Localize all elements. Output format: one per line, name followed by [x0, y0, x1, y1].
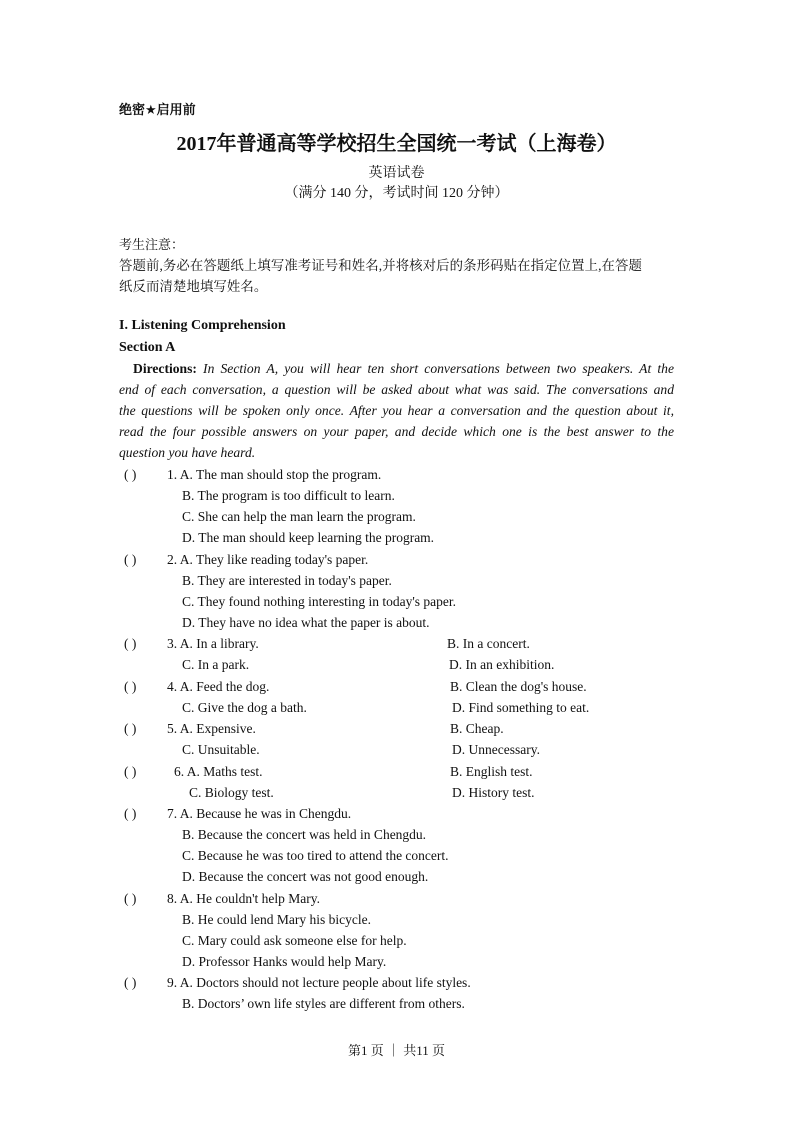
- directions-text: In Section A, you will hear ten short conversations between two speakers. At the: [196, 361, 674, 376]
- answer-blank: ( ): [124, 806, 137, 821]
- option-c: C. Biology test.: [189, 785, 274, 800]
- option-b: B. Doctors’ own life styles are different from others.: [182, 996, 465, 1011]
- option-d: D. Professor Hanks would help Mary.: [182, 954, 387, 969]
- answer-blank: ( ): [124, 467, 137, 482]
- answer-blank: ( ): [124, 636, 137, 651]
- option-c: C. Unsuitable.: [182, 742, 260, 757]
- option-d: D. Unnecessary.: [452, 742, 540, 757]
- option-d: D. Because the concert was not good enough.: [182, 869, 429, 884]
- option-d: D. Find something to eat.: [452, 700, 590, 715]
- section-subtitle: Section A: [119, 340, 176, 355]
- directions-line: the questions will be spoken only once. After you hear a conversation and the question about it,: [119, 403, 674, 418]
- directions-line: question you have heard.: [119, 445, 256, 460]
- option-a: 9. A. Doctors should not lecture people about life styles.: [167, 975, 471, 990]
- option-b: B. Because the concert was held in Chengdu.: [182, 827, 427, 842]
- answer-blank: ( ): [124, 891, 137, 906]
- answer-blank: ( ): [124, 552, 137, 567]
- option-d: D. In an exhibition.: [449, 657, 555, 672]
- option-c: C. Because he was too tired to attend the concert.: [182, 848, 449, 863]
- section-title: I. Listening Comprehension: [119, 318, 286, 333]
- directions-label: Directions:: [133, 361, 197, 376]
- directions-line: [133, 361, 674, 377]
- directions-line: end of each conversation, a question will be asked about what was said. The conversations and: [119, 382, 674, 397]
- option-b: B. The program is too difficult to learn.: [182, 488, 395, 503]
- notice-line: 纸反而清楚地填写姓名。: [119, 279, 268, 294]
- option-b: B. In a concert.: [447, 636, 530, 651]
- option-c: C. In a park.: [182, 657, 250, 672]
- option-a: 6. A. Maths test.: [174, 764, 263, 779]
- answer-blank: ( ): [124, 679, 137, 694]
- option-a: 2. A. They like reading today's paper.: [167, 552, 369, 567]
- option-a: 8. A. He couldn't help Mary.: [167, 891, 321, 906]
- exam-title: 2017年普通高等学校招生全国统一考试（上海卷）: [176, 133, 617, 155]
- option-d: D. History test.: [452, 785, 535, 800]
- page-footer: 第1 页 ｜ 共11 页: [347, 1043, 446, 1058]
- notice-line: 答题前,务必在答题纸上填写准考证号和姓名,并将核对后的条形码贴在指定位置上,在答题: [119, 258, 642, 273]
- option-a: 4. A. Feed the dog.: [167, 679, 270, 694]
- score-and-time: （满分 140 分，考试时间 120 分钟）: [284, 186, 509, 201]
- option-a: 7. A. Because he was in Chengdu.: [167, 806, 352, 821]
- option-c: C. Mary could ask someone else for help.: [182, 933, 407, 948]
- option-c: C. She can help the man learn the program.: [182, 509, 416, 524]
- option-d: D. The man should keep learning the program.: [182, 530, 435, 545]
- directions-line: read the four possible answers on your paper, and decide which one is the best answer to the: [119, 424, 674, 439]
- option-b: B. Cheap.: [450, 721, 504, 736]
- option-d: D. They have no idea what the paper is about.: [182, 615, 430, 630]
- option-b: B. They are interested in today's paper.: [182, 573, 392, 588]
- answer-blank: ( ): [124, 975, 137, 990]
- option-a: 5. A. Expensive.: [167, 721, 256, 736]
- answer-blank: ( ): [124, 721, 137, 736]
- option-a: 1. A. The man should stop the program.: [167, 467, 382, 482]
- option-c: C. Give the dog a bath.: [182, 700, 307, 715]
- option-a: 3. A. In a library.: [167, 636, 259, 651]
- option-b: B. English test.: [450, 764, 533, 779]
- exam-subtitle: 英语试卷: [368, 166, 425, 181]
- answer-blank: ( ): [124, 764, 137, 779]
- option-b: B. Clean the dog's house.: [450, 679, 587, 694]
- notice-label: 考生注意：: [119, 237, 185, 252]
- option-c: C. They found nothing interesting in today's paper.: [182, 594, 457, 609]
- confidential-label: 绝密★启用前: [119, 103, 196, 118]
- option-b: B. He could lend Mary his bicycle.: [182, 912, 371, 927]
